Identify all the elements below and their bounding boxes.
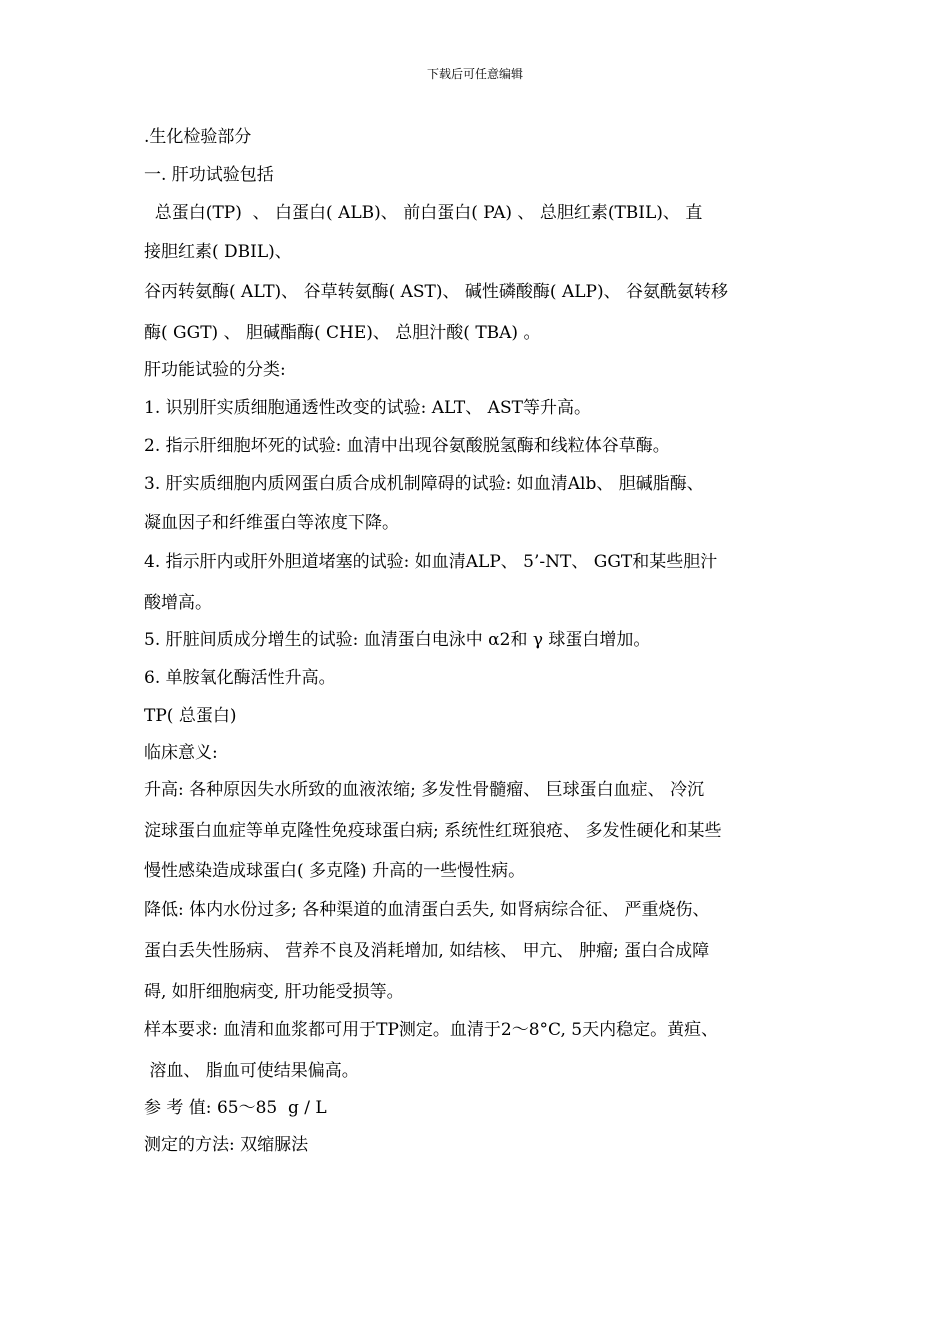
text-line: 肝功能试验的分类: xyxy=(144,360,286,380)
text-line: 降低: 体内水份过多; 各种渠道的血清蛋白丢失, 如肾病综合征、 严重烧伤、 xyxy=(144,900,710,920)
list-item-continued: 凝血因子和纤维蛋白等浓度下降。 xyxy=(144,513,399,533)
list-item-continued: 酸增高。 xyxy=(144,593,212,613)
text-line: 样本要求: 血清和血浆都可用于TP测定。血清于2～8°C, 5天内稳定。黄疸、 xyxy=(144,1020,719,1040)
text-line: 溶血、 脂血可使结果偏高。 xyxy=(144,1061,359,1081)
list-item: 2. 指示肝细胞坏死的试验: 血清中出现谷氨酸脱氢酶和线粒体谷草酶。 xyxy=(144,436,670,456)
text-line: 接胆红素( DBIL)、 xyxy=(144,242,292,262)
text-line: TP( 总蛋白) xyxy=(144,706,237,726)
text-line: 酶( GGT) 、 胆碱酯酶( CHE)、 总胆汁酸( TBA) 。 xyxy=(144,323,541,343)
list-item: 3. 肝实质细胞内质网蛋白质合成机制障碍的试验: 如血清Alb、 胆碱脂酶、 xyxy=(144,474,704,494)
text-line: 升高: 各种原因失水所致的血液浓缩; 多发性骨髓瘤、 巨球蛋白血症、 冷沉 xyxy=(144,780,705,800)
list-item: 1. 识别肝实质细胞通透性改变的试验: ALT、 AST等升高。 xyxy=(144,398,591,418)
text-line: 谷丙转氨酶( ALT)、 谷草转氨酶( AST)、 碱性磷酸酶( ALP)、 谷氨酰氨转移 xyxy=(144,282,729,302)
text-line: 总蛋白(TP) 、 白蛋白( ALB)、 前白蛋白( PA) 、 总胆红素(TBIL)、 直 xyxy=(144,203,703,223)
text-line: 碍, 如肝细胞病变, 肝功能受损等。 xyxy=(144,982,404,1002)
list-item: 5. 肝脏间质成分增生的试验: 血清蛋白电泳中 α2和 γ 球蛋白增加。 xyxy=(144,630,651,650)
page-header: 下载后可任意编辑 xyxy=(426,67,523,81)
text-line: 淀球蛋白血症等单克隆性免疫球蛋白病; 系统性红斑狼疮、 多发性硬化和某些 xyxy=(144,821,722,841)
reference-value: 参 考 值: 65～85 g / L xyxy=(144,1098,327,1118)
list-item: 4. 指示肝内或肝外胆道堵塞的试验: 如血清ALP、 5’-NT、 GGT和某些胆汁 xyxy=(144,552,718,572)
method-line: 测定的方法: 双缩脲法 xyxy=(144,1135,309,1155)
text-line: 临床意义: xyxy=(144,743,218,763)
section-title: .生化检验部分 xyxy=(144,127,252,147)
list-item: 6. 单胺氧化酶活性升高。 xyxy=(144,668,336,688)
text-line: 慢性感染造成球蛋白( 多克隆) 升高的一些慢性病。 xyxy=(144,861,526,881)
subsection-title: 一. 肝功试验包括 xyxy=(144,165,274,185)
text-line: 蛋白丢失性肠病、 营养不良及消耗增加, 如结核、 甲亢、 肿瘤; 蛋白合成障 xyxy=(144,941,710,961)
